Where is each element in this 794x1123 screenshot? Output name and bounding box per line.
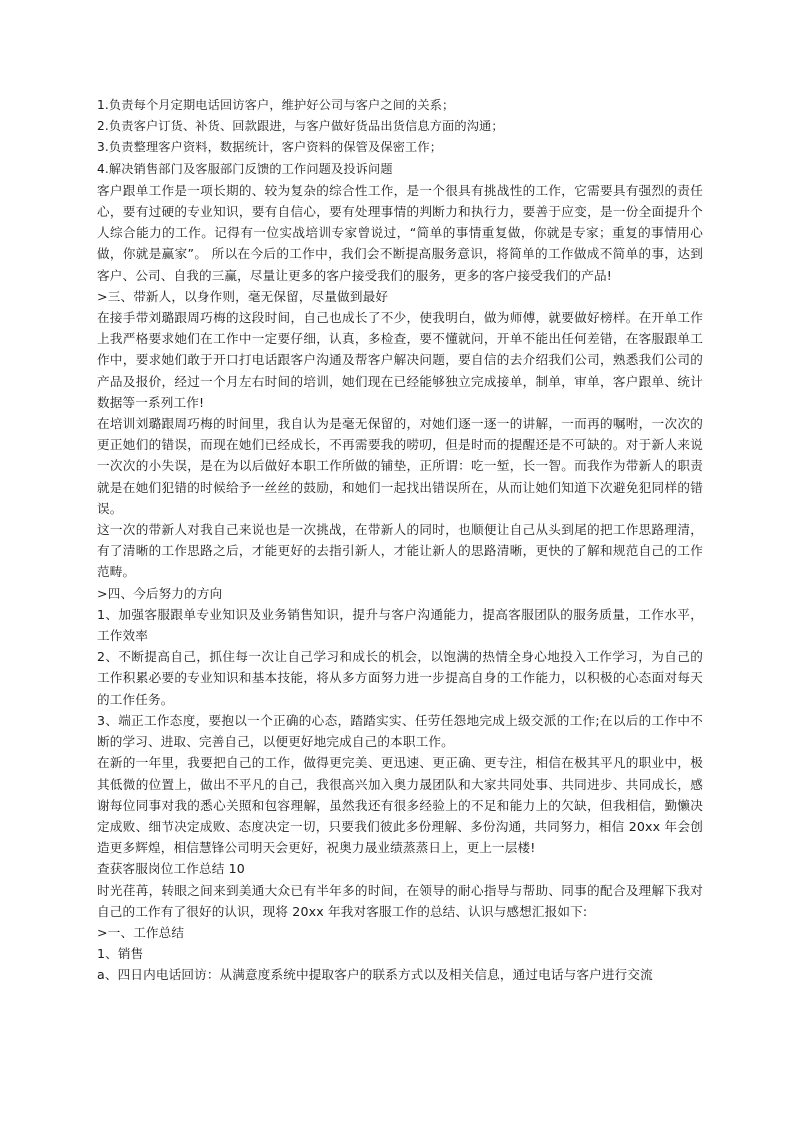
paragraph: 在新的一年里，我要把自己的工作，做得更完美、更迅速、更正确、更专注，相信在极其平凡的职业中，极其低微的位置上，做出不平凡的自己，我很高兴加入奥力晟团队和大家共同处事、共同进步、共同成长，感谢每位同事对我的悉心关照和包容理解，虽然我还有很多经验上的不足和能力上的欠缺，但我相信，勤懒决定成败、细节决定成败、态度决定一切，只要我们彼此多份理解、多份沟通，共同努力，相信 20xx 年会创造更多辉煌，相信慧锋公司明天会更好，祝奥力晟业绩蒸蒸日上，更上一层楼! <box>97 755 703 856</box>
paragraph: 3.负责整理客户资料，数据统计，客户资料的保管及保密工作； <box>97 140 443 155</box>
document-body <box>97 95 703 986</box>
paragraph: 客户跟单工作是一项长期的、较为复杂的综合性工作，是一个很具有挑战性的工作，它需要具有强烈的责任心，要有过硬的专业知识，要有自信心，要有处理事情的判断力和执行力，要善于应变，是一份全面提升个人综合能力的工作。记得有一位实战培训专家曾说过，“简单的事情重复做，你就是专家；重复的事情用心做，你就是赢家”。 所以在今后的工作中，我们会不断提高服务意识，将简单的工作做成不简单的事，达到客户、公司、自我的三赢，尽量让更多的客户接受我们的服务，更多的客户接受我们的产品! <box>97 182 703 283</box>
document-title: 查获客服岗位工作总结 10 <box>97 861 245 877</box>
section-heading: >三、带新人，以身作则，毫无保留，尽量做到最好 <box>97 288 389 304</box>
paragraph: 在接手带刘璐跟周巧梅的这段时间，自己也成长了不少，使我明白，做为师傅，就要做好榜样。在开单工作上我严格要求她们在工作中一定要仔细，认真，多检查，要不懂就问，开单不能出任何差错，在客服跟单工作中，要求她们敢于开口打电话跟客户沟通及帮客户解决问题，要自信的去介绍我们公司，熟悉我们公司的产品及报价，经过一个月左右时间的培训，她们现在已经能够独立完成接单，制单，审单，客户跟单、统计数据等一系列工作! <box>97 310 703 410</box>
paragraph: 这一次的带新人对我自己来说也是一次挑战，在带新人的同时，也顺便让自己从头到尾的把工作思路理清，有了清晰的工作思路之后，才能更好的去指引新人，才能让新人的思路清晰，更快的了解和规范自己的工作范畴。 <box>97 522 703 580</box>
subsection-heading: 1、销售 <box>97 946 144 962</box>
paragraph: 1.负责每个月定期电话回访客户，维护好公司与客户之间的关系； <box>97 98 455 112</box>
section-heading: >四、今后努力的方向 <box>97 585 223 601</box>
paragraph: 2.负责客户订货、补货、回款跟进，与客户做好货品出货信息方面的沟通； <box>97 119 504 134</box>
paragraph: a、四日内电话回访：从满意度系统中提取客户的联系方式以及相关信息，通过电话与客户进行交流 <box>97 967 653 983</box>
paragraph: 时光荏苒，转眼之间来到美通大众已有半年多的时间，在领导的耐心指导与帮助、同事的配合及理解下我对自己的工作有了很好的认识，现将 20xx 年我对客服工作的总结、认识与感想汇报如下: <box>97 882 703 919</box>
paragraph: 2、不断提高自己，抓住每一次让自己学习和成长的机会，以饱满的热情全身心地投入工作学习，为自己的工作积累必要的专业知识和基本技能，将从多方面努力进一步提高自身的工作能力，以积极的心态面对每天的工作任务。 <box>97 649 703 707</box>
paragraph: 4.解决销售部门及客服部门反馈的工作问题及投诉问题 <box>97 161 393 176</box>
paragraph: 在培训刘璐跟周巧梅的时间里，我自认为是毫无保留的，对她们逐一逐一的讲解，一而再的嘱咐，一次次的更正她们的错误，而现在她们已经成长，不再需要我的唠叨，但是时而的提醒还是不可缺的。对于新人来说一次次的小失误，是在为以后做好本职工作所做的铺垫，正所谓：吃一堑，长一智。而我作为带新人的职责就是在她们犯错的时候给予一丝丝的鼓励，和她们一起找出错误所在，从而让她们知道下次避免犯同样的错误。 <box>97 416 703 516</box>
paragraph: 1、加强客服跟单专业知识及业务销售知识，提升与客户沟通能力，提高客服团队的服务质量，工作水平，工作效率 <box>97 606 703 644</box>
paragraph: 3、端正工作态度，要抱以一个正确的心态，踏踏实实、任劳任怨地完成上级交派的工作;在以后的工作中不断的学习、进取、完善自己，以便更好地完成自己的本职工作。 <box>97 712 703 750</box>
section-heading: >一、工作总结 <box>97 924 185 940</box>
